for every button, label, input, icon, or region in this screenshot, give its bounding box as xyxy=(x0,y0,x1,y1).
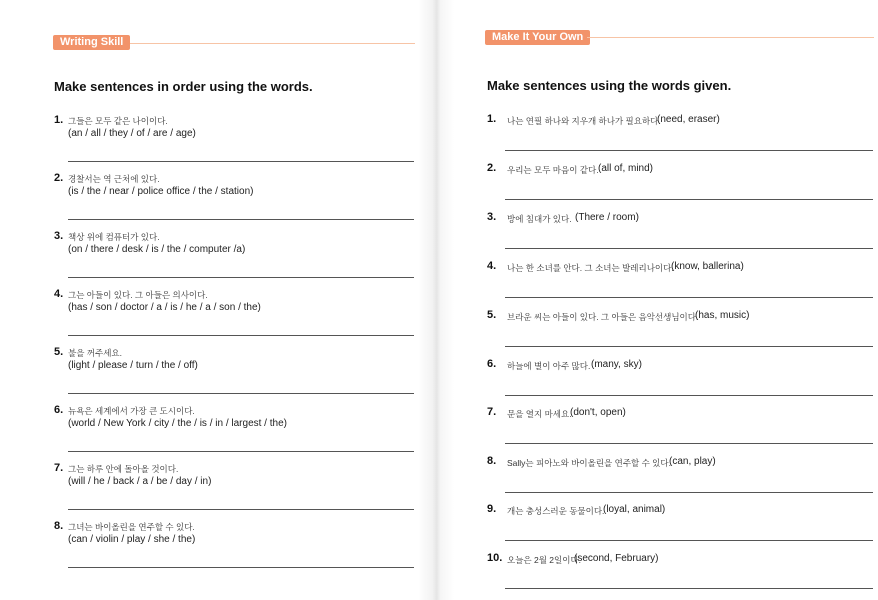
word-hint: (has, music) xyxy=(695,310,750,321)
item-number: 8. xyxy=(54,520,64,532)
item-number: 6. xyxy=(54,404,64,416)
right-heading: Make sentences using the words given. xyxy=(487,78,732,93)
answer-line[interactable] xyxy=(68,335,414,336)
item-number: 8. xyxy=(487,455,497,467)
answer-line[interactable] xyxy=(68,451,414,452)
item-number: 7. xyxy=(487,406,497,418)
item-number: 2. xyxy=(54,172,64,184)
word-bank: (on / there / desk / is / the / computer /a) xyxy=(68,244,246,255)
korean-prompt: 하늘에 별이 아주 많다. xyxy=(507,361,591,371)
korean-prompt: 브라운 씨는 아들이 있다. 그 아들은 음악선생님이다. xyxy=(507,312,699,322)
word-bank: (will / he / back / a / be / day / in) xyxy=(68,476,212,487)
item-number: 1. xyxy=(54,114,64,126)
item-number: 4. xyxy=(54,288,64,300)
korean-prompt: 불을 꺼주세요. xyxy=(68,348,122,358)
korean-prompt: Sally는 피아노와 바이올린을 연주할 수 있다. xyxy=(507,458,671,468)
korean-prompt: 우리는 모두 마음이 같다. xyxy=(507,165,599,175)
answer-line[interactable] xyxy=(505,346,873,347)
korean-prompt: 그녀는 바이올린을 연주할 수 있다. xyxy=(68,522,195,532)
korean-prompt: 그는 아들이 있다. 그 아들은 의사이다. xyxy=(68,290,208,300)
korean-prompt: 나는 한 소녀를 안다. 그 소녀는 발레리나이다. xyxy=(507,263,674,273)
korean-prompt: 그들은 모두 같은 나이이다. xyxy=(68,116,168,126)
word-bank: (an / all / they / of / are / age) xyxy=(68,128,196,139)
item-number: 1. xyxy=(487,113,497,125)
word-bank: (is / the / near / police office / the / station) xyxy=(68,186,254,197)
left-page xyxy=(0,0,437,600)
word-hint: (many, sky) xyxy=(591,359,642,370)
word-bank: (world / New York / city / the / is / in / largest / the) xyxy=(68,418,287,429)
korean-prompt: 방에 침대가 있다. xyxy=(507,214,572,224)
section-rule xyxy=(587,37,874,38)
right-page xyxy=(437,0,878,600)
item-number: 10. xyxy=(487,552,503,564)
korean-prompt: 경찰서는 역 근처에 있다. xyxy=(68,174,160,184)
item-number: 3. xyxy=(487,211,497,223)
korean-prompt: 문을 열지 마세요. xyxy=(507,409,572,419)
answer-line[interactable] xyxy=(505,150,873,151)
make-it-your-own-tab: Make It Your Own xyxy=(485,30,590,45)
answer-line[interactable] xyxy=(68,161,414,162)
answer-line[interactable] xyxy=(68,567,414,568)
word-hint: (all of, mind) xyxy=(598,163,654,174)
answer-line[interactable] xyxy=(68,219,414,220)
word-bank: (has / son / doctor / a / is / he / a / son / the) xyxy=(68,302,261,313)
korean-prompt: 뉴욕은 세계에서 가장 큰 도시이다. xyxy=(68,406,195,416)
section-rule xyxy=(130,43,415,44)
korean-prompt: 나는 연필 하나와 지우개 하나가 필요하다. xyxy=(507,116,661,126)
answer-line[interactable] xyxy=(505,588,873,589)
answer-line[interactable] xyxy=(505,443,873,444)
korean-prompt: 책상 위에 컴퓨터가 있다. xyxy=(68,232,160,242)
word-hint: (can, play) xyxy=(669,456,716,467)
word-bank: (light / please / turn / the / off) xyxy=(68,360,198,371)
answer-line[interactable] xyxy=(505,248,873,249)
item-number: 5. xyxy=(54,346,64,358)
answer-line[interactable] xyxy=(505,395,873,396)
item-number: 2. xyxy=(487,162,497,174)
korean-prompt: 그는 하루 안에 돌아올 것이다. xyxy=(68,464,179,474)
korean-prompt: 개는 충성스러운 동물이다. xyxy=(507,506,605,516)
item-number: 4. xyxy=(487,260,497,272)
item-number: 9. xyxy=(487,503,497,515)
korean-prompt: 오늘은 2월 2일이다. xyxy=(507,555,582,565)
answer-line[interactable] xyxy=(505,492,873,493)
item-number: 5. xyxy=(487,309,497,321)
answer-line[interactable] xyxy=(68,277,414,278)
left-heading: Make sentences in order using the words. xyxy=(54,79,313,94)
writing-skill-tab: Writing Skill xyxy=(53,35,130,50)
word-hint: (second, February) xyxy=(574,553,659,564)
word-hint: (loyal, animal) xyxy=(603,504,666,515)
word-hint: (know, ballerina) xyxy=(671,261,744,272)
answer-line[interactable] xyxy=(505,297,873,298)
item-number: 3. xyxy=(54,230,64,242)
word-hint: (There / room) xyxy=(575,212,639,223)
word-bank: (can / violin / play / she / the) xyxy=(68,534,196,545)
word-hint: (don't, open) xyxy=(570,407,626,418)
answer-line[interactable] xyxy=(68,509,414,510)
item-number: 6. xyxy=(487,358,497,370)
answer-line[interactable] xyxy=(68,393,414,394)
word-hint: (need, eraser) xyxy=(657,114,720,125)
answer-line[interactable] xyxy=(505,199,873,200)
item-number: 7. xyxy=(54,462,64,474)
answer-line[interactable] xyxy=(505,540,873,541)
